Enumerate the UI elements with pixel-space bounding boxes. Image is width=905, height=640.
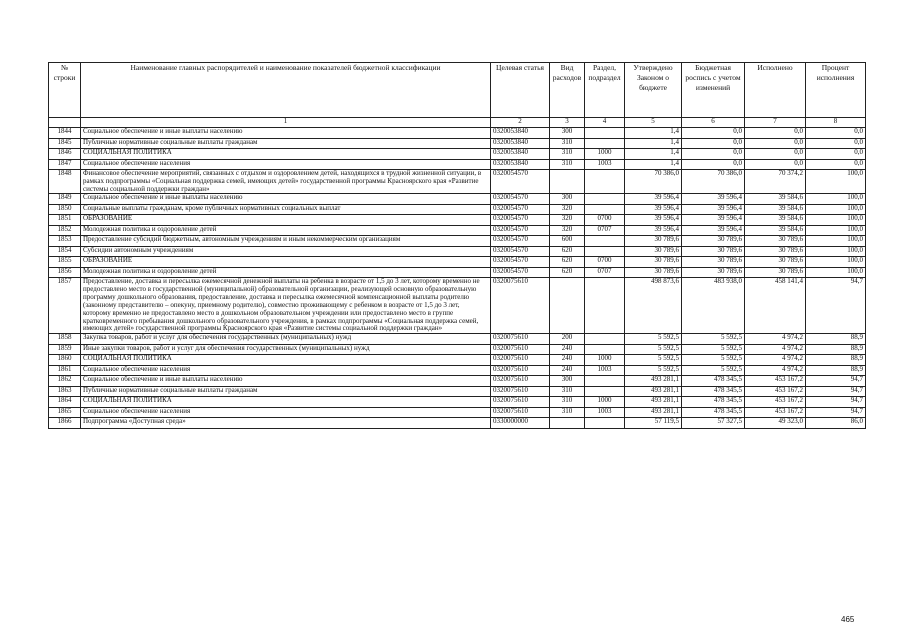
row-percent: 100,0 xyxy=(806,257,866,268)
row-name: Социальное обеспечение и иные выплаты населению xyxy=(81,128,491,139)
row-approved: 70 386,0 xyxy=(625,170,682,194)
row-schedule: 0,0 xyxy=(682,149,745,160)
row-schedule: 478 345,5 xyxy=(682,376,745,387)
row-percent: 100,0 xyxy=(806,194,866,205)
row-target-article: 0320075610 xyxy=(491,407,550,418)
row-approved: 493 281,1 xyxy=(625,407,682,418)
row-schedule: 30 789,6 xyxy=(682,257,745,268)
row-schedule: 30 789,6 xyxy=(682,246,745,257)
row-executed: 70 374,2 xyxy=(745,170,806,194)
row-percent: 88,9 xyxy=(806,334,866,345)
row-section xyxy=(585,344,625,355)
row-number: 1856 xyxy=(49,267,81,278)
row-executed: 30 789,6 xyxy=(745,267,806,278)
row-target-article: 0320075610 xyxy=(491,386,550,397)
row-expense-kind: 320 xyxy=(550,204,585,215)
row-executed: 39 584,6 xyxy=(745,225,806,236)
row-percent: 88,9 xyxy=(806,365,866,376)
column-number: 1 xyxy=(81,118,491,128)
row-executed: 4 974,2 xyxy=(745,355,806,366)
table-row xyxy=(49,407,866,418)
row-schedule: 39 596,4 xyxy=(682,204,745,215)
header-section: Раздел, подраздел xyxy=(585,63,625,118)
row-expense-kind: 310 xyxy=(550,149,585,160)
row-executed: 4 974,2 xyxy=(745,334,806,345)
row-number: 1865 xyxy=(49,407,81,418)
row-percent: 100,0 xyxy=(806,267,866,278)
row-approved: 5 592,5 xyxy=(625,355,682,366)
row-approved: 39 596,4 xyxy=(625,204,682,215)
row-approved: 493 281,1 xyxy=(625,376,682,387)
row-number: 1864 xyxy=(49,397,81,408)
row-name: Подпрограмма «Доступная среда» xyxy=(81,418,491,429)
row-number: 1845 xyxy=(49,138,81,149)
row-approved: 498 873,6 xyxy=(625,278,682,334)
header-expense-kind: Вид расходов xyxy=(550,63,585,118)
row-expense-kind: 300 xyxy=(550,128,585,139)
table-row xyxy=(49,278,866,334)
row-schedule: 70 386,0 xyxy=(682,170,745,194)
row-section xyxy=(585,204,625,215)
row-schedule: 57 327,5 xyxy=(682,418,745,429)
row-schedule: 0,0 xyxy=(682,159,745,170)
column-number: 6 xyxy=(682,118,745,128)
row-target-article: 0320054570 xyxy=(491,257,550,268)
table-row xyxy=(49,246,866,257)
row-executed: 39 584,6 xyxy=(745,215,806,226)
table-row xyxy=(49,418,866,429)
row-target-article: 0320075610 xyxy=(491,397,550,408)
table-row xyxy=(49,355,866,366)
header-schedule: Бюджетная роспись с учетом изменений xyxy=(682,63,745,118)
row-name: Молодежная политика и оздоровление детей xyxy=(81,267,491,278)
row-target-article: 0320054570 xyxy=(491,267,550,278)
row-name: Социальное обеспечение и иные выплаты населению xyxy=(81,376,491,387)
row-schedule: 39 596,4 xyxy=(682,194,745,205)
row-number: 1849 xyxy=(49,194,81,205)
row-approved: 30 789,6 xyxy=(625,267,682,278)
column-number: 7 xyxy=(745,118,806,128)
row-percent: 0,0 xyxy=(806,159,866,170)
row-section xyxy=(585,236,625,247)
header-executed: Исполнено xyxy=(745,63,806,118)
row-section: 1003 xyxy=(585,159,625,170)
row-section: 0700 xyxy=(585,257,625,268)
row-number: 1855 xyxy=(49,257,81,268)
row-section: 1000 xyxy=(585,355,625,366)
table-row xyxy=(49,376,866,387)
row-executed: 0,0 xyxy=(745,128,806,139)
table-row xyxy=(49,204,866,215)
row-schedule: 39 596,4 xyxy=(682,215,745,226)
row-target-article: 0320075610 xyxy=(491,278,550,334)
row-percent: 100,0 xyxy=(806,215,866,226)
row-name: Социальное обеспечение и иные выплаты населению xyxy=(81,194,491,205)
table-body xyxy=(49,128,866,429)
table-row xyxy=(49,215,866,226)
row-target-article: 0320054570 xyxy=(491,215,550,226)
table-row xyxy=(49,225,866,236)
row-schedule: 5 592,5 xyxy=(682,334,745,345)
row-approved: 1,4 xyxy=(625,138,682,149)
row-percent: 100,0 xyxy=(806,225,866,236)
row-percent: 0,0 xyxy=(806,149,866,160)
row-percent: 94,7 xyxy=(806,386,866,397)
row-number: 1863 xyxy=(49,386,81,397)
row-expense-kind: 600 xyxy=(550,236,585,247)
row-section xyxy=(585,170,625,194)
table-row xyxy=(49,149,866,160)
table-row xyxy=(49,138,866,149)
row-expense-kind: 200 xyxy=(550,334,585,345)
row-target-article: 0320075610 xyxy=(491,376,550,387)
column-number: 4 xyxy=(585,118,625,128)
row-approved: 39 596,4 xyxy=(625,225,682,236)
table-header-row xyxy=(49,63,866,118)
row-target-article: 0320054570 xyxy=(491,225,550,236)
row-target-article: 0320075610 xyxy=(491,344,550,355)
row-approved: 1,4 xyxy=(625,149,682,160)
row-section: 1003 xyxy=(585,407,625,418)
row-executed: 30 789,6 xyxy=(745,236,806,247)
row-target-article: 0320054570 xyxy=(491,170,550,194)
row-expense-kind: 620 xyxy=(550,267,585,278)
row-number: 1857 xyxy=(49,278,81,334)
row-section xyxy=(585,194,625,205)
row-number: 1853 xyxy=(49,236,81,247)
row-number: 1858 xyxy=(49,334,81,345)
row-number: 1866 xyxy=(49,418,81,429)
row-approved: 1,4 xyxy=(625,159,682,170)
row-section xyxy=(585,246,625,257)
table-row xyxy=(49,159,866,170)
row-expense-kind: 620 xyxy=(550,246,585,257)
row-section xyxy=(585,376,625,387)
row-target-article: 0320075610 xyxy=(491,355,550,366)
row-percent: 100,0 xyxy=(806,204,866,215)
row-name: Публичные нормативные социальные выплаты гражданам xyxy=(81,386,491,397)
row-percent: 0,0 xyxy=(806,128,866,139)
row-approved: 30 789,6 xyxy=(625,257,682,268)
row-percent: 100,0 xyxy=(806,246,866,257)
row-percent: 0,0 xyxy=(806,138,866,149)
row-executed: 0,0 xyxy=(745,138,806,149)
row-expense-kind: 240 xyxy=(550,355,585,366)
table-row xyxy=(49,267,866,278)
row-name: Социальные выплаты гражданам, кроме публичных нормативных социальных выплат xyxy=(81,204,491,215)
row-schedule: 478 345,5 xyxy=(682,407,745,418)
row-section: 0707 xyxy=(585,267,625,278)
row-executed: 453 167,2 xyxy=(745,397,806,408)
row-executed: 39 584,6 xyxy=(745,204,806,215)
row-expense-kind: 320 xyxy=(550,225,585,236)
row-expense-kind: 310 xyxy=(550,138,585,149)
row-number: 1859 xyxy=(49,344,81,355)
row-target-article: 0320053840 xyxy=(491,159,550,170)
column-number-row xyxy=(49,118,866,128)
row-number: 1854 xyxy=(49,246,81,257)
row-approved: 39 596,4 xyxy=(625,194,682,205)
row-schedule: 30 789,6 xyxy=(682,236,745,247)
row-expense-kind: 320 xyxy=(550,215,585,226)
row-name: Социальное обеспечение населения xyxy=(81,159,491,170)
row-expense-kind: 310 xyxy=(550,397,585,408)
row-executed: 30 789,6 xyxy=(745,257,806,268)
row-target-article: 0320053840 xyxy=(491,149,550,160)
row-executed: 30 789,6 xyxy=(745,246,806,257)
row-name: Финансовое обеспечение мероприятий, связанных с отдыхом и оздоровлением детей, находящихся в трудной жизненной ситуации, в рамках подпрограммы «Социальная поддержка семей, имеющих детей» государственной программы Красноярского края «Развитие системы социальной поддержки граждан» xyxy=(81,170,491,194)
row-section xyxy=(585,418,625,429)
row-percent: 100,0 xyxy=(806,236,866,247)
row-name: СОЦИАЛЬНАЯ ПОЛИТИКА xyxy=(81,397,491,408)
row-name: ОБРАЗОВАНИЕ xyxy=(81,215,491,226)
row-target-article: 0320075610 xyxy=(491,365,550,376)
header-row-number: № строки xyxy=(49,63,81,118)
row-expense-kind: 300 xyxy=(550,376,585,387)
table-row xyxy=(49,128,866,139)
row-expense-kind: 310 xyxy=(550,386,585,397)
row-name: Предоставление субсидий бюджетным, автономным учреждениям и иным некоммерческим организациям xyxy=(81,236,491,247)
row-section xyxy=(585,386,625,397)
table-row xyxy=(49,257,866,268)
row-name: Субсидии автономным учреждениям xyxy=(81,246,491,257)
row-number: 1848 xyxy=(49,170,81,194)
row-expense-kind xyxy=(550,170,585,194)
row-approved: 5 592,5 xyxy=(625,334,682,345)
row-schedule: 5 592,5 xyxy=(682,355,745,366)
table-row xyxy=(49,397,866,408)
row-expense-kind xyxy=(550,418,585,429)
row-executed: 39 584,6 xyxy=(745,194,806,205)
row-expense-kind: 300 xyxy=(550,194,585,205)
row-name: Молодежная политика и оздоровление детей xyxy=(81,225,491,236)
row-section: 0707 xyxy=(585,225,625,236)
row-expense-kind: 240 xyxy=(550,365,585,376)
row-executed: 0,0 xyxy=(745,159,806,170)
row-number: 1852 xyxy=(49,225,81,236)
table-row xyxy=(49,170,866,194)
column-number: 8 xyxy=(806,118,866,128)
row-schedule: 0,0 xyxy=(682,128,745,139)
row-executed: 453 167,2 xyxy=(745,386,806,397)
row-target-article: 0320053840 xyxy=(491,128,550,139)
column-number: 2 xyxy=(491,118,550,128)
row-number: 1860 xyxy=(49,355,81,366)
row-expense-kind: 310 xyxy=(550,407,585,418)
row-percent: 94,7 xyxy=(806,407,866,418)
row-section xyxy=(585,334,625,345)
row-schedule: 478 345,5 xyxy=(682,386,745,397)
row-percent: 88,9 xyxy=(806,344,866,355)
header-approved: Утверждено Законом о бюджете xyxy=(625,63,682,118)
header-target-article: Целевая статья xyxy=(491,63,550,118)
row-schedule: 478 345,5 xyxy=(682,397,745,408)
row-schedule: 483 938,0 xyxy=(682,278,745,334)
row-name: Социальное обеспечение населения xyxy=(81,407,491,418)
row-percent: 94,7 xyxy=(806,376,866,387)
row-percent: 88,9 xyxy=(806,355,866,366)
table-row xyxy=(49,334,866,345)
row-percent: 94,7 xyxy=(806,397,866,408)
table-row xyxy=(49,365,866,376)
row-schedule: 5 592,5 xyxy=(682,365,745,376)
row-name: Иные закупки товаров, работ и услуг для обеспечения государственных (муниципальных) нужд xyxy=(81,344,491,355)
row-number: 1861 xyxy=(49,365,81,376)
row-schedule: 30 789,6 xyxy=(682,267,745,278)
row-section: 1000 xyxy=(585,149,625,160)
row-percent: 100,0 xyxy=(806,170,866,194)
row-approved: 493 281,1 xyxy=(625,397,682,408)
budget-table xyxy=(48,62,866,429)
row-number: 1862 xyxy=(49,376,81,387)
row-number: 1851 xyxy=(49,215,81,226)
row-name: Закупка товаров, работ и услуг для обеспечения государственных (муниципальных) нужд xyxy=(81,334,491,345)
row-section xyxy=(585,278,625,334)
row-section: 1003 xyxy=(585,365,625,376)
table-row xyxy=(49,236,866,247)
row-approved: 5 592,5 xyxy=(625,365,682,376)
row-name: ОБРАЗОВАНИЕ xyxy=(81,257,491,268)
row-executed: 4 974,2 xyxy=(745,365,806,376)
row-expense-kind: 620 xyxy=(550,257,585,268)
row-target-article: 0320054570 xyxy=(491,194,550,205)
row-expense-kind: 310 xyxy=(550,159,585,170)
table-row xyxy=(49,194,866,205)
row-approved: 5 592,5 xyxy=(625,344,682,355)
row-name: СОЦИАЛЬНАЯ ПОЛИТИКА xyxy=(81,355,491,366)
row-section: 1000 xyxy=(585,397,625,408)
row-target-article: 0320075610 xyxy=(491,334,550,345)
row-executed: 4 974,2 xyxy=(745,344,806,355)
row-target-article: 0320054570 xyxy=(491,204,550,215)
row-percent: 94,7 xyxy=(806,278,866,334)
row-number: 1850 xyxy=(49,204,81,215)
row-expense-kind xyxy=(550,278,585,334)
row-target-article: 0320053840 xyxy=(491,138,550,149)
row-approved: 39 596,4 xyxy=(625,215,682,226)
row-name: Публичные нормативные социальные выплаты гражданам xyxy=(81,138,491,149)
row-approved: 30 789,6 xyxy=(625,236,682,247)
header-name: Наименование главных распорядителей и наименование показателей бюджетной классификации xyxy=(81,63,491,118)
page-number: 465 xyxy=(841,615,855,624)
row-number: 1844 xyxy=(49,128,81,139)
column-number: 3 xyxy=(550,118,585,128)
row-approved: 30 789,6 xyxy=(625,246,682,257)
row-executed: 49 323,0 xyxy=(745,418,806,429)
row-name: Предоставление, доставка и пересылка ежемесячной денежной выплаты на ребенка в возрасте от 1,5 до 3 лет, которому временно не предоставлено место в государственной (муниципальной) образовательной организации, реализующей основную образовательную программу дошкольного образования, предоставление, доставка и пересылка ежемесячной компенсационной выплаты родителю (законному представителю – опекуну, приемному родителю), совместно проживающему с ребенком в возрасте от 1,5 до 3 лет, которому временно не предоставлено место в дошкольном образовательном учреждении или предоставлено место в группе кратковременного пребывания дошкольного образовательного учреждения, в рамках подпрограммы «Социальная поддержка семей, имеющих детей» государственной программы Красноярского края «Развитие системы социальной поддержки граждан» xyxy=(81,278,491,334)
row-approved: 57 119,5 xyxy=(625,418,682,429)
row-target-article: 0320054570 xyxy=(491,246,550,257)
row-percent: 86,0 xyxy=(806,418,866,429)
table-row xyxy=(49,344,866,355)
row-section xyxy=(585,128,625,139)
row-approved: 493 281,1 xyxy=(625,386,682,397)
row-section: 0700 xyxy=(585,215,625,226)
row-schedule: 39 596,4 xyxy=(682,225,745,236)
row-approved: 1,4 xyxy=(625,128,682,139)
row-executed: 453 167,2 xyxy=(745,407,806,418)
row-expense-kind: 240 xyxy=(550,344,585,355)
column-number: 5 xyxy=(625,118,682,128)
row-schedule: 5 592,5 xyxy=(682,344,745,355)
row-executed: 458 141,4 xyxy=(745,278,806,334)
column-number xyxy=(49,118,81,128)
table-row xyxy=(49,386,866,397)
row-target-article: 0320054570 xyxy=(491,236,550,247)
row-name: Социальное обеспечение населения xyxy=(81,365,491,376)
row-section xyxy=(585,138,625,149)
row-executed: 0,0 xyxy=(745,149,806,160)
row-number: 1847 xyxy=(49,159,81,170)
row-name: СОЦИАЛЬНАЯ ПОЛИТИКА xyxy=(81,149,491,160)
row-number: 1846 xyxy=(49,149,81,160)
row-executed: 453 167,2 xyxy=(745,376,806,387)
row-schedule: 0,0 xyxy=(682,138,745,149)
row-target-article: 0330000000 xyxy=(491,418,550,429)
header-percent: Процент исполнения xyxy=(806,63,866,118)
